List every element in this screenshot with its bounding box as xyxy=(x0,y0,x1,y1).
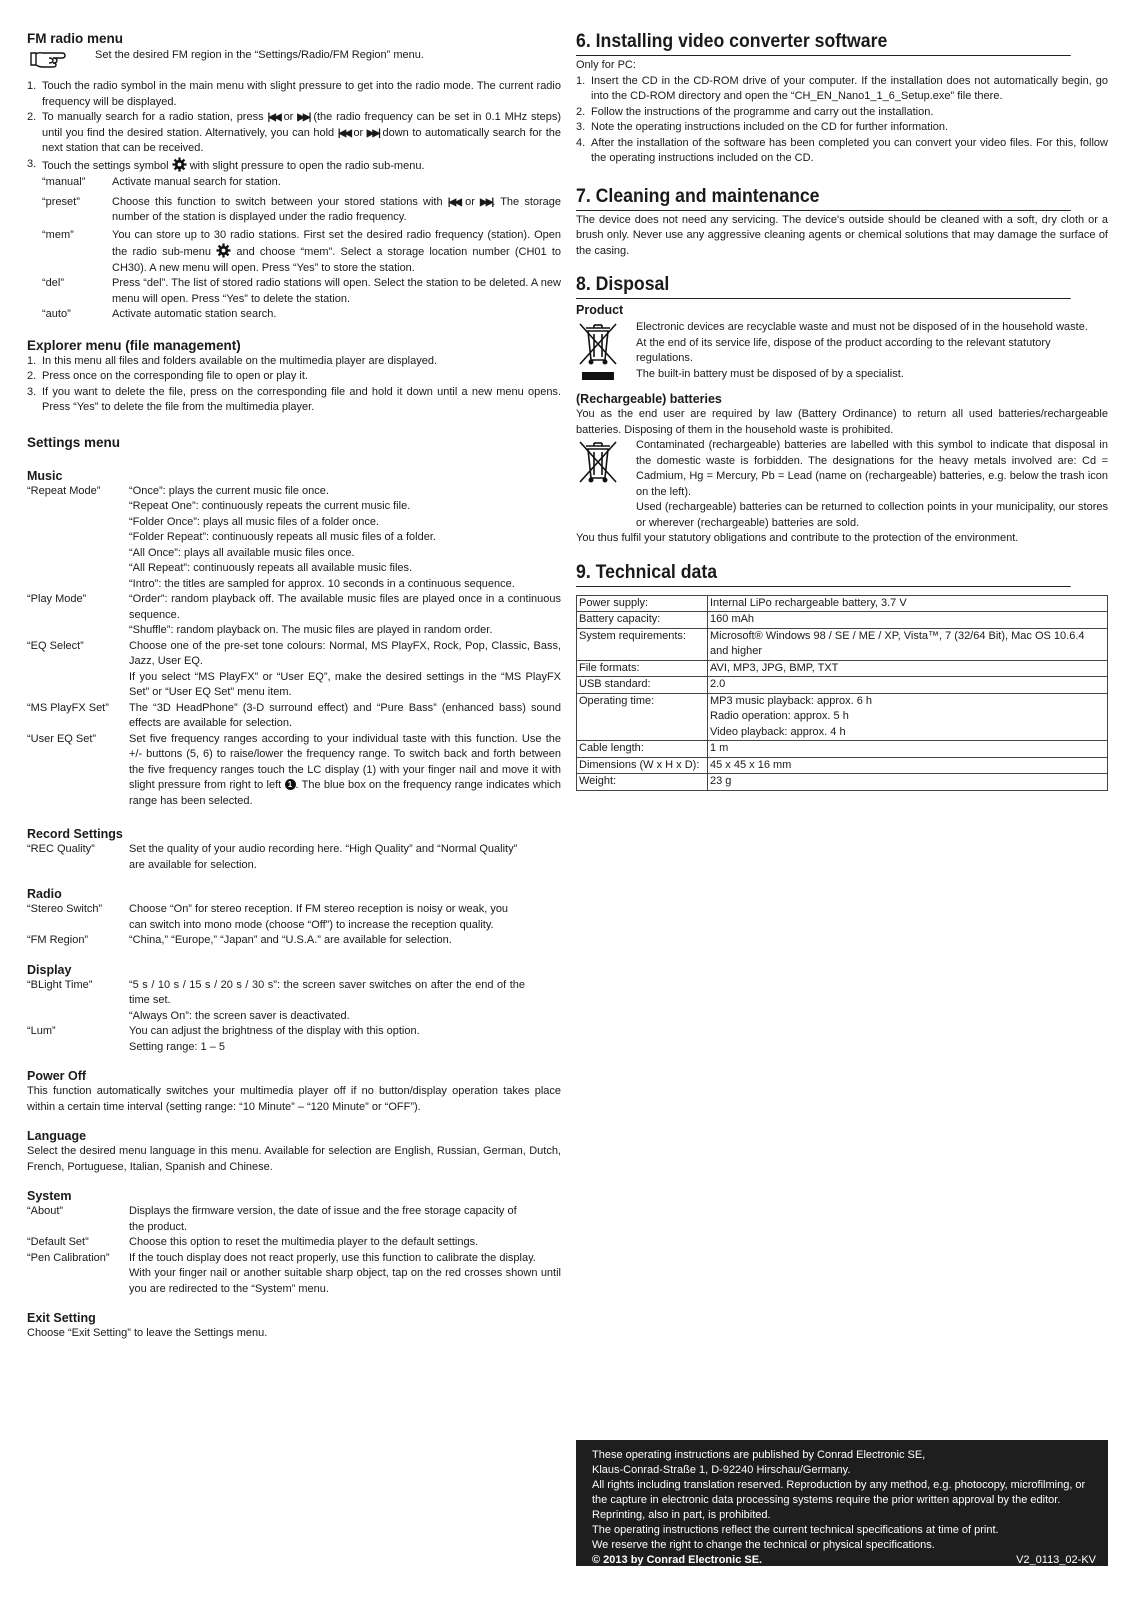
def-term: “Default Set” xyxy=(27,1236,89,1248)
def-term: “MS PlayFX Set” xyxy=(27,701,109,714)
def-desc: “China,” “Europe,” “Japan” and “U.S.A.” are available for selection. xyxy=(129,934,452,946)
section-7-text: The device does not need any servicing. The device's outside should be cleaned with a soft, dry cloth or a brush only. Never use any aggressive cleaning agents or chemical solutions that may damage the surface of the casing. xyxy=(576,213,1108,257)
next-track-icon: ▶▶| xyxy=(480,196,493,208)
product-line: Electronic devices are recyclable waste and must not be disposed of in the household waste. xyxy=(636,321,1088,333)
def-term: “About” xyxy=(27,1205,64,1217)
fm-step-3b: with slight pressure to open the radio sub-menu. xyxy=(189,159,425,172)
music-heading: Music xyxy=(27,468,63,483)
record-definitions xyxy=(27,842,561,873)
def-desc xyxy=(129,639,561,701)
product-line: At the end of its service life, dispose of the product according to the relevant statutory regulations. xyxy=(636,336,1051,364)
mem-desc-a: You can store up to 30 radio stations. First set the desired radio frequency (station). Open the radio sub-menu xyxy=(112,228,561,258)
spec-value xyxy=(708,628,1108,660)
blight-text: “Always On”: the screen saver is deactivated. xyxy=(129,1009,350,1022)
spec-label: Dimensions (W x H x D): xyxy=(577,757,708,774)
language-text: Select the desired menu language in this menu. Available for selection are English, Russian, German, Dutch, French, Portuguese, Italian, Spanish and Chinese. xyxy=(27,1145,561,1173)
spec-value xyxy=(708,677,1108,694)
def-desc: Choose this option to reset the multimedia player to the default settings. xyxy=(129,1236,479,1248)
table-row xyxy=(577,612,1108,629)
table-row xyxy=(577,660,1108,677)
spec-label: Operating time: xyxy=(577,693,708,741)
power-off-heading: Power Off xyxy=(27,1069,87,1083)
fm-step-2b: or xyxy=(283,111,294,123)
def-term: “Repeat Mode” xyxy=(27,484,101,497)
install-step: After the installation of the software has been completed you can convert your video files. For this, follow the operating instructions included on the CD. xyxy=(591,136,1108,164)
fm-step-2c: (the radio frequency can be set in 0.1 MHz steps) until you find the desired station. Alternatively, you can hold xyxy=(42,111,562,139)
explorer-step: If you want to delete the file, press on the corresponding file and hold it down until a new menu opens. Press “Yes” to delete the file from the multimedia player. xyxy=(42,385,561,413)
def-desc xyxy=(129,1251,561,1298)
spec-label: File formats: xyxy=(577,660,708,677)
ueq-desc-b: . The blue box on the frequency range indicates which range has been selected. xyxy=(129,779,561,807)
def-term: “Lum” xyxy=(27,1025,56,1037)
list-item: 3. Touch the settings symbol with slight pressure to open the radio sub-menu. xyxy=(27,157,425,172)
repeat-option: “Folder Once”: plays all music files of a folder once. xyxy=(129,515,380,528)
imprint-line: Klaus-Conrad-Straße 1, D-92240 Hirschau/Germany. xyxy=(592,1464,851,1476)
system-definitions xyxy=(27,1204,561,1297)
battery-text xyxy=(628,438,1108,531)
def-desc: Displays the firmware version, the date of issue and the free storage capacity of the product. xyxy=(129,1205,517,1233)
spec-label: Battery capacity: xyxy=(577,612,708,629)
def-desc xyxy=(112,228,561,277)
technical-data-body xyxy=(577,595,1108,790)
blight-text: “5 s / 10 s / 15 s / 20 s / 30 s”: the screen saver switches on after the end of the time set. xyxy=(129,978,525,1006)
table-row xyxy=(577,677,1108,694)
list-item: 3. Note the operating instructions included on the CD for further information. xyxy=(576,121,949,133)
repeat-option: “All Once”: plays all available music files once. xyxy=(129,546,355,559)
spec-label: Weight: xyxy=(577,774,708,791)
product-heading: Product xyxy=(576,303,624,317)
record-settings-heading: Record Settings xyxy=(27,827,123,841)
spec-label: Cable length: xyxy=(577,741,708,758)
spec-value xyxy=(708,612,1108,629)
fm-step-2d: or xyxy=(353,126,364,139)
battery-paragraph: Contaminated (rechargeable) batteries are labelled with this symbol to indicate that disposal in the domestic waste is forbidden. The designations for the heavy metals involved are: Cd = Cadmium, Hg = Mercury, Pb = Lead (name on (rechargeable) batteries, e.g. below the trash icon on the left). xyxy=(636,439,1108,498)
spec-value-line: Internal LiPo rechargeable battery, 3.7 V xyxy=(710,596,907,609)
section-9-heading: 9. Technical data xyxy=(576,561,1071,587)
fm-note xyxy=(27,47,561,69)
batteries-heading: (Rechargeable) batteries xyxy=(576,392,722,406)
list-item: 1. Insert the CD in the CD-ROM drive of your computer. If the installation does not automatically begin, go into the CD-ROM directory and open the “CH_EN_Nano1_1_6_Setup.exe” file there. xyxy=(576,74,1108,102)
prev-track-icon: |◀◀ xyxy=(267,112,280,123)
def-term: “del” xyxy=(42,277,65,289)
spec-value xyxy=(708,693,1108,741)
settings-gear-icon xyxy=(216,243,231,258)
section-6-steps xyxy=(576,74,1108,167)
spec-value-line: Radio operation: approx. 5 h xyxy=(710,710,849,722)
copyright: © 2013 by Conrad Electronic SE. xyxy=(592,1554,763,1566)
play-option: “Shuffle”: random playback on. The music files are played in random order. xyxy=(129,624,493,636)
spec-value xyxy=(708,741,1108,758)
repeat-option: “All Repeat”: continuously repeats all available music files. xyxy=(129,562,413,574)
def-term: “Stereo Switch” xyxy=(27,903,103,915)
lum-text: Setting range: 1 – 5 xyxy=(129,1040,226,1053)
fm-steps xyxy=(27,79,561,174)
left-column xyxy=(27,30,561,1342)
power-off-text: This function automatically switches your multimedia player off if no button/display operation takes place within a certain time interval (setting range: “10 Minute” – “120 Minute” or “OFF”). xyxy=(27,1085,561,1113)
spec-label: System requirements: xyxy=(577,628,708,660)
list-item: 1. In this menu all files and folders available on the multimedia player are displayed. xyxy=(27,354,437,367)
batteries-intro: You as the end user are required by law (Battery Ordinance) to return all used batteries/rechargeable batteries. Disposing of them in the household waste is prohibited. xyxy=(576,408,1108,436)
imprint-line: We reserve the right to change the technical or physical specifications. xyxy=(592,1539,935,1551)
repeat-option: “Folder Repeat”: continuously repeats all music files of a folder. xyxy=(129,531,436,543)
spec-value-line: AVI, MP3, JPG, BMP, TXT xyxy=(710,661,839,674)
spec-value-line: 2.0 xyxy=(710,678,726,690)
def-desc: Set the quality of your audio recording here. “High Quality” and “Normal Quality” are available for selection. xyxy=(129,843,518,871)
radio-submenu-definitions xyxy=(42,175,561,323)
fm-note-text: Set the desired FM region in the “Settings/Radio/FM Region” menu. xyxy=(95,49,424,61)
def-desc: Activate automatic station search. xyxy=(112,308,277,320)
pointing-hand-icon xyxy=(29,47,75,69)
prev-track-icon: |◀◀ xyxy=(337,127,350,139)
def-term: “mem” xyxy=(42,228,74,241)
spec-value-line: MP3 music playback: approx. 6 h xyxy=(710,694,873,707)
table-row xyxy=(577,741,1108,758)
system-heading: System xyxy=(27,1189,72,1203)
preset-desc-a: Choose this function to switch between your stored stations with xyxy=(112,195,443,208)
pen-text: If the touch display does not react properly, use this function to calibrate the display. xyxy=(129,1251,536,1264)
step-1-badge: 1 xyxy=(285,779,296,790)
explorer-steps xyxy=(27,354,561,416)
spec-value-line: Microsoft® Windows 98 / SE / ME / XP, Vista™, 7 (32/64 Bit), Mac OS 10.6.4 and higher xyxy=(710,629,1085,657)
imprint-line: All rights including translation reserved. Reproduction by any method, e.g. photocopy, microfilming, or the capture in electronic data processing systems require the prior written approval by the editor. Reprinting, also in part, is prohibited. xyxy=(592,1479,1086,1521)
def-term: “FM Region” xyxy=(27,934,89,946)
repeat-option: “Once”: plays the current music file once. xyxy=(129,484,329,497)
preset-desc-b: or xyxy=(465,195,475,208)
right-column xyxy=(576,30,1108,791)
def-desc xyxy=(112,195,561,226)
def-desc xyxy=(129,1024,561,1055)
battery-disposal xyxy=(576,438,1108,531)
explorer-heading: Explorer menu (file management) xyxy=(27,337,241,353)
exit-setting-text: Choose “Exit Setting” to leave the Settings menu. xyxy=(27,1327,268,1339)
def-desc: The “3D HeadPhone” (3-D surround effect) and “Pure Bass” (enhanced bass) sound effects are available for selection. xyxy=(129,701,561,729)
explorer-step: Press once on the corresponding file to open or play it. xyxy=(42,370,308,382)
section-8-heading: 8. Disposal xyxy=(576,273,1071,299)
def-term: “User EQ Set” xyxy=(27,732,97,745)
table-row xyxy=(577,757,1108,774)
def-term: “preset” xyxy=(42,195,80,208)
spec-value xyxy=(708,774,1108,791)
def-desc: Activate manual search for station. xyxy=(112,176,281,188)
spec-value xyxy=(708,595,1108,612)
preset-desc-c: . The storage number of the station is displayed under the radio frequency. xyxy=(112,195,562,223)
repeat-option: “Intro”: the titles are sampled for approx. 10 seconds in a continuous sequence. xyxy=(129,577,515,590)
music-definitions xyxy=(27,484,561,810)
table-row xyxy=(577,693,1108,741)
version-code: V2_0113_02-KV xyxy=(1016,1554,1096,1566)
list-item: 2. To manually search for a radio station, press |◀◀ or ▶▶| (the radio frequency can be set in 0.1 MHz steps) until you find the desired station. Alternatively, you can hold |◀◀ or ▶▶| down to automatically search for the next station that can be received. xyxy=(27,111,562,154)
imprint-bottom-row xyxy=(592,1553,1096,1568)
repeat-option: “Repeat One”: continuously repeats the current music file. xyxy=(129,500,411,512)
lum-text: You can adjust the brightness of the display with this option. xyxy=(129,1025,420,1037)
def-desc xyxy=(129,978,561,1025)
list-item: 4. After the installation of the software has been completed you can convert your video files. For this, follow the operating instructions included on the CD. xyxy=(576,136,1108,164)
def-term: “BLight Time” xyxy=(27,978,93,991)
spec-value-line: Video playback: approx. 4 h xyxy=(710,725,846,738)
next-track-icon: ▶▶| xyxy=(297,112,310,123)
def-desc: Choose “On” for stereo reception. If FM stereo reception is noisy or weak, you can switch into mono mode (choose “Off”) to increase the reception quality. xyxy=(129,903,509,931)
radio-definitions xyxy=(27,902,561,949)
eq-text: Choose one of the pre-set tone colours: Normal, MS PlayFX, Rock, Pop, Classic, Bass, Jazz, User EQ. xyxy=(129,639,561,667)
spec-value xyxy=(708,757,1108,774)
language-heading: Language xyxy=(27,1129,87,1143)
prev-track-icon: |◀◀ xyxy=(447,196,460,208)
table-row xyxy=(577,628,1108,660)
install-step: Follow the instructions of the programme and carry out the installation. xyxy=(591,105,934,118)
section-7-heading: 7. Cleaning and maintenance xyxy=(576,185,1071,211)
def-desc xyxy=(129,732,561,810)
def-desc xyxy=(129,484,561,593)
imprint-line: These operating instructions are published by Conrad Electronic SE, xyxy=(592,1449,926,1461)
def-desc: Press “del”. The list of stored radio stations will open. Select the station to be deleted. A new menu will open. Press “Yes” to delete the station. xyxy=(112,277,561,305)
spec-value-line: 1 m xyxy=(710,742,729,754)
exit-setting-heading: Exit Setting xyxy=(27,1311,96,1325)
install-step: Note the operating instructions included on the CD for further information. xyxy=(591,121,949,133)
def-term: “auto” xyxy=(42,308,71,320)
crossed-out-bin-icon xyxy=(576,320,620,382)
list-item: 2. Follow the instructions of the programme and carry out the installation. xyxy=(576,105,934,118)
eq-text: If you select “MS PlayFX” or “User EQ”, make the desired settings in the “MS PlayFX Set” or “User EQ Set” menu item. xyxy=(129,670,561,698)
list-item: 3. If you want to delete the file, press on the corresponding file and hold it down until a new menu opens. Press “Yes” to delete the file from the multimedia player. xyxy=(27,385,561,413)
spec-value xyxy=(708,660,1108,677)
def-term: “Pen Calibration” xyxy=(27,1251,110,1264)
def-desc xyxy=(129,592,561,639)
imprint-line: The operating instructions reflect the current technical specifications at time of print. xyxy=(592,1524,999,1536)
settings-gear-icon xyxy=(172,157,187,172)
list-item: 2. Press once on the corresponding file to open or play it. xyxy=(27,370,308,382)
settings-heading: Settings menu xyxy=(27,434,121,450)
section-6-heading: 6. Installing video converter software xyxy=(576,30,1071,56)
technical-data-table xyxy=(576,595,1108,791)
def-term: “REC Quality” xyxy=(27,843,95,855)
explorer-step: In this menu all files and folders available on the multimedia player are displayed. xyxy=(42,354,437,367)
product-disposal xyxy=(576,320,1108,382)
spec-value-line: 45 x 45 x 16 mm xyxy=(710,758,792,771)
fm-step-3a: Touch the settings symbol xyxy=(42,159,169,172)
list-item: 1. Touch the radio symbol in the main menu with slight pressure to get into the radio mode. The current radio frequency will be displayed. xyxy=(27,80,561,108)
crossed-out-bin-icon xyxy=(576,438,620,484)
fm-step-2e: down to automatically search for the next station that can be received. xyxy=(42,126,562,154)
fm-step-2a: To manually search for a radio station, press xyxy=(42,111,264,123)
fm-step-1: Touch the radio symbol in the main menu with slight pressure to get into the radio mode. The current radio frequency will be displayed. xyxy=(42,80,561,108)
spec-value-line: 160 mAh xyxy=(710,613,755,625)
publisher-imprint xyxy=(576,1440,1108,1566)
product-line: The built-in battery must be disposed of by a specialist. xyxy=(636,367,904,380)
spec-label: Power supply: xyxy=(577,595,708,612)
def-term: “manual” xyxy=(42,176,86,188)
pen-text: With your finger nail or another suitable sharp object, tap on the red crosses shown until you are redirected to the “System” menu. xyxy=(129,1267,561,1295)
display-definitions xyxy=(27,978,561,1056)
radio-heading: Radio xyxy=(27,887,62,901)
section-6-intro: Only for PC: xyxy=(576,59,636,71)
batteries-outro: You thus fulfil your statutory obligations and contribute to the protection of the environment. xyxy=(576,532,1019,544)
product-text xyxy=(628,320,1108,382)
spec-label: USB standard: xyxy=(577,677,708,694)
next-track-icon: ▶▶| xyxy=(366,127,379,139)
table-row xyxy=(577,595,1108,612)
ueq-desc-a: Set five frequency ranges according to your individual taste with this function. Use the +/- buttons (5, 6) to raise/lower the frequency range. To switch back and forth between the five frequency ranges touch the LC display (1) with your finger nail and move it with slight pressure from right to left xyxy=(129,732,561,791)
def-term: “Play Mode” xyxy=(27,593,87,605)
table-row xyxy=(577,774,1108,791)
play-option: “Order”: random playback off. The available music files are played once in a continuous sequence. xyxy=(129,593,561,621)
fm-radio-heading: FM radio menu xyxy=(27,31,124,46)
spec-value-line: 23 g xyxy=(710,775,732,787)
battery-paragraph: Used (rechargeable) batteries can be returned to collection points in your municipality, our stores or wherever (rechargeable) batteries are sold. xyxy=(636,501,1108,529)
mem-desc-b: and choose “mem”. Select a storage location number (CH01 to CH30). A new menu will open. Press “Yes” to store the station. xyxy=(112,246,562,274)
install-step: Insert the CD in the CD-ROM drive of your computer. If the installation does not automatically begin, go into the CD-ROM directory and open the “CH_EN_Nano1_1_6_Setup.exe” file there. xyxy=(591,74,1108,102)
display-heading: Display xyxy=(27,962,72,977)
def-term: “EQ Select” xyxy=(27,639,84,652)
